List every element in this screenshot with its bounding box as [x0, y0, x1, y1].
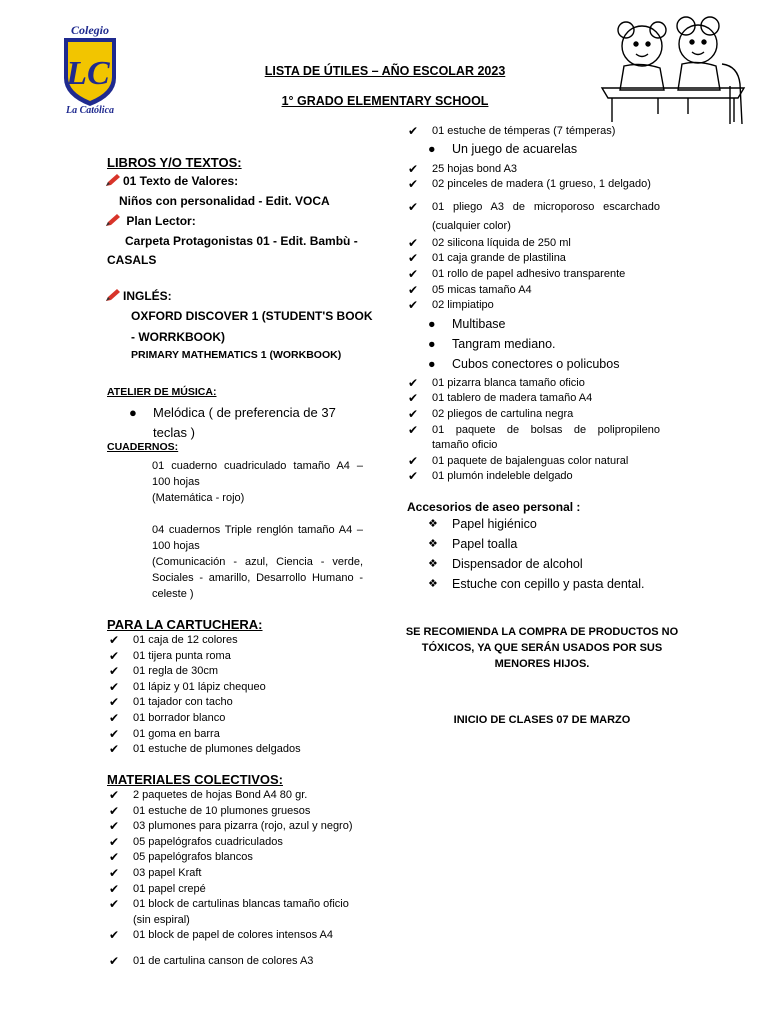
check-icon: ✔	[109, 679, 120, 694]
check-icon: ✔	[408, 266, 419, 281]
math-text: PRIMARY MATHEMATICS 1 (WORKBOOK)	[131, 349, 342, 361]
list-item: ✔ 25 hojas bond A3	[408, 161, 518, 176]
list-item: ❖ Papel toalla	[428, 534, 668, 554]
list-item: ✔ 02 silicona líquida de 250 ml	[408, 235, 571, 250]
check-icon: ✔	[109, 881, 120, 896]
check-icon: ✔	[109, 897, 120, 912]
check-icon: ✔	[408, 161, 419, 176]
check-icon: ✔	[408, 453, 419, 468]
aseo-heading: Accesorios de aseo personal :	[407, 500, 581, 514]
list-item: ✔ 01 de cartulina canson de colores A3	[109, 954, 314, 968]
list-item: ✔ 01 papel crepé	[109, 881, 206, 896]
check-icon: ✔	[109, 664, 120, 679]
check-icon: ✔	[109, 633, 120, 647]
cuaderno-a-2: 100 hojas	[152, 476, 200, 488]
pencil-icon	[105, 288, 121, 305]
list-item: ✔ 01 paquete de bajalenguas color natural	[408, 453, 629, 468]
diamond-bullet-icon: ❖	[428, 518, 438, 530]
lector-row	[105, 213, 196, 230]
list-item: ● Multibase	[428, 314, 660, 334]
check-icon: ✔	[408, 124, 419, 138]
bullet-icon: ●	[428, 316, 436, 331]
valores-label: 01 Texto de Valores:	[123, 174, 239, 188]
list-item: ✔ 01 estuche de témperas (7 témperas)	[408, 124, 616, 138]
colectivos-list	[109, 788, 371, 944]
cartuchera-list	[109, 633, 369, 758]
check-icon: ✔	[109, 954, 120, 968]
check-icon: ✔	[408, 282, 419, 297]
list-item: ✔ 02 limpiatipo	[408, 298, 494, 313]
atelier-heading: ATELIER DE MÚSICA:	[107, 386, 217, 398]
check-icon: ✔	[408, 251, 419, 266]
logo-top-text: Colegio	[71, 23, 109, 37]
list-item: ✔ 01 pliego A3 de microporoso escarchado (cualquier color)	[408, 199, 660, 232]
list-item: ✔ 03 papel Kraft	[109, 865, 202, 880]
logo-monogram: LC	[66, 55, 110, 92]
check-icon: ✔	[109, 819, 120, 834]
check-icon: ✔	[109, 648, 120, 663]
bullet-icon: ●	[428, 336, 436, 351]
list-item: ✔ 01 regla de 30cm	[109, 664, 218, 679]
atelier-item-2: teclas )	[153, 425, 195, 440]
list-item: ✔ 01 borrador blanco	[109, 710, 226, 725]
list-item: ✔ 05 papelógrafos cuadriculados	[109, 834, 283, 849]
check-icon: ✔	[109, 928, 120, 943]
check-icon: ✔	[408, 298, 419, 313]
logo-bottom-text: La Católica	[65, 105, 115, 114]
list-item: ✔ 01 tablero de madera tamaño A4	[408, 391, 593, 406]
list-item: ✔ 01 tajador con tacho	[109, 695, 233, 710]
bullet-icon: ●	[129, 405, 137, 420]
list-item: ✔ 01 caja de 12 colores	[109, 633, 238, 647]
list-item: ● Tangram mediano.	[428, 334, 660, 354]
list-item: ✔ 01 block de cartulinas blancas tamaño oficio (sin espiral)	[109, 897, 349, 926]
children-illustration	[598, 14, 748, 126]
list-item: ❖ Dispensador de alcohol	[428, 554, 668, 574]
list-item: ✔ 01 rollo de papel adhesivo transparente	[408, 266, 626, 281]
notice-line-2: TÓXICOS, YA QUE SERÁN USADOS POR SUS	[421, 642, 663, 654]
cuaderno-b-3: (Comunicación - azul, Ciencia - verde,	[152, 556, 363, 568]
check-icon: ✔	[109, 865, 120, 880]
diamond-bullet-icon: ❖	[428, 538, 438, 550]
list-item: ✔ 05 micas tamaño A4	[408, 282, 532, 297]
list-item: ✔ 01 block de papel de colores intensos A4	[109, 928, 333, 943]
list-item: ✔ 01 estuche de 10 plumones gruesos	[109, 803, 311, 818]
notice-line-1: SE RECOMIENDA LA COMPRA DE PRODUCTOS NO	[405, 626, 679, 638]
right-list	[408, 124, 660, 485]
check-icon: ✔	[109, 695, 120, 710]
colectivos-list-extra	[109, 954, 371, 970]
check-icon: ✔	[109, 850, 120, 865]
diamond-bullet-icon: ❖	[428, 578, 438, 590]
list-item: ✔ 05 papelógrafos blancos	[109, 850, 253, 865]
cuaderno-a	[152, 458, 363, 506]
list-item: ● Cubos conectores o policubos	[428, 354, 660, 374]
cuaderno-b-4: Sociales - amarillo, Desarrollo Humano -	[152, 572, 363, 584]
list-item: ✔ 01 pizarra blanca tamaño oficio	[408, 375, 585, 390]
check-icon: ✔	[109, 710, 120, 725]
list-item: ✔ 01 lápiz y 01 lápiz chequeo	[109, 679, 266, 694]
list-item: ✔ 02 pinceles de madera (1 grueso, 1 delgado)	[408, 177, 651, 192]
libros-heading: LIBROS Y/O TEXTOS:	[107, 155, 242, 170]
list-item: ❖ Papel higiénico	[428, 514, 668, 534]
page-subtitle: 1° GRADO ELEMENTARY SCHOOL	[281, 94, 489, 108]
school-logo	[58, 22, 122, 114]
check-icon: ✔	[408, 235, 419, 250]
ingles-row	[105, 288, 172, 305]
page-title: LISTA DE ÚTILES – AÑO ESCOLAR 2023	[264, 64, 506, 78]
check-icon: ✔	[408, 199, 419, 214]
bullet-icon: ●	[428, 356, 436, 371]
colectivos-heading: MATERIALES COLECTIVOS:	[107, 772, 283, 787]
cuadernos-heading: CUADERNOS:	[107, 441, 179, 453]
valores-text: Niños con personalidad - Edit. VOCA	[119, 194, 330, 208]
notice	[402, 624, 682, 672]
cuaderno-b-5: celeste )	[152, 588, 194, 600]
ingles-label: INGLÉS:	[123, 289, 172, 303]
list-item: ✔ 01 paquete de bolsas de polipropileno tamaño oficio	[408, 422, 660, 452]
atelier-item	[129, 403, 369, 443]
list-item: ✔ 01 tijera punta roma	[109, 648, 231, 663]
pencil-icon	[105, 173, 121, 190]
check-icon: ✔	[408, 406, 419, 421]
diamond-bullet-icon: ❖	[428, 558, 438, 570]
list-item: ● Un juego de acuarelas	[428, 141, 578, 156]
cartuchera-heading: PARA LA CARTUCHERA:	[107, 617, 263, 632]
check-icon: ✔	[109, 726, 120, 741]
notice-line-3: MENORES HIJOS.	[494, 658, 590, 670]
aseo-list	[428, 514, 668, 594]
list-item: ❖ Estuche con cepillo y pasta dental.	[428, 574, 668, 594]
bullet-icon: ●	[428, 141, 436, 156]
ingles-text-2: - WORRKBOOK)	[131, 330, 225, 344]
atelier-item-1: Melódica ( de preferencia de 37	[153, 405, 336, 420]
list-item: ✔ 03 plumones para pizarra (rojo, azul y negro)	[109, 819, 353, 834]
cuaderno-b-1: 04 cuadernos Triple renglón tamaño A4 –	[152, 524, 363, 536]
check-icon: ✔	[408, 391, 419, 406]
cuaderno-b	[152, 522, 363, 602]
cuaderno-b-2: 100 hojas	[152, 540, 200, 552]
check-icon: ✔	[408, 375, 419, 390]
valores-row	[105, 173, 238, 190]
check-icon: ✔	[109, 788, 120, 802]
check-icon: ✔	[109, 742, 120, 757]
check-icon: ✔	[109, 803, 120, 818]
list-item: ✔ 01 goma en barra	[109, 726, 220, 741]
list-item: ✔ 2 paquetes de hojas Bond A4 80 gr.	[109, 788, 308, 802]
inicio-clases: INICIO DE CLASES 07 DE MARZO	[453, 714, 631, 726]
pencil-icon	[105, 213, 121, 230]
lector-label: Plan Lector:	[126, 214, 196, 228]
check-icon: ✔	[408, 469, 419, 484]
list-item: ✔ 01 estuche de plumones delgados	[109, 742, 301, 757]
check-icon: ✔	[408, 422, 419, 437]
list-item: ✔ 01 caja grande de plastilina	[408, 251, 566, 266]
lector-text-1: Carpeta Protagonistas 01 - Edit. Bambù -	[125, 234, 358, 248]
ingles-text-1: OXFORD DISCOVER 1 (STUDENT'S BOOK	[131, 309, 373, 323]
cuaderno-a-1: 01 cuaderno cuadriculado tamaño A4 –	[152, 460, 363, 472]
list-item: ✔ 01 plumón indeleble delgado	[408, 469, 573, 484]
cuaderno-a-3: (Matemática - rojo)	[152, 492, 245, 504]
check-icon: ✔	[408, 177, 419, 192]
list-item: ✔ 02 pliegos de cartulina negra	[408, 406, 574, 421]
lector-text-2: CASALS	[107, 253, 157, 267]
check-icon: ✔	[109, 834, 120, 849]
